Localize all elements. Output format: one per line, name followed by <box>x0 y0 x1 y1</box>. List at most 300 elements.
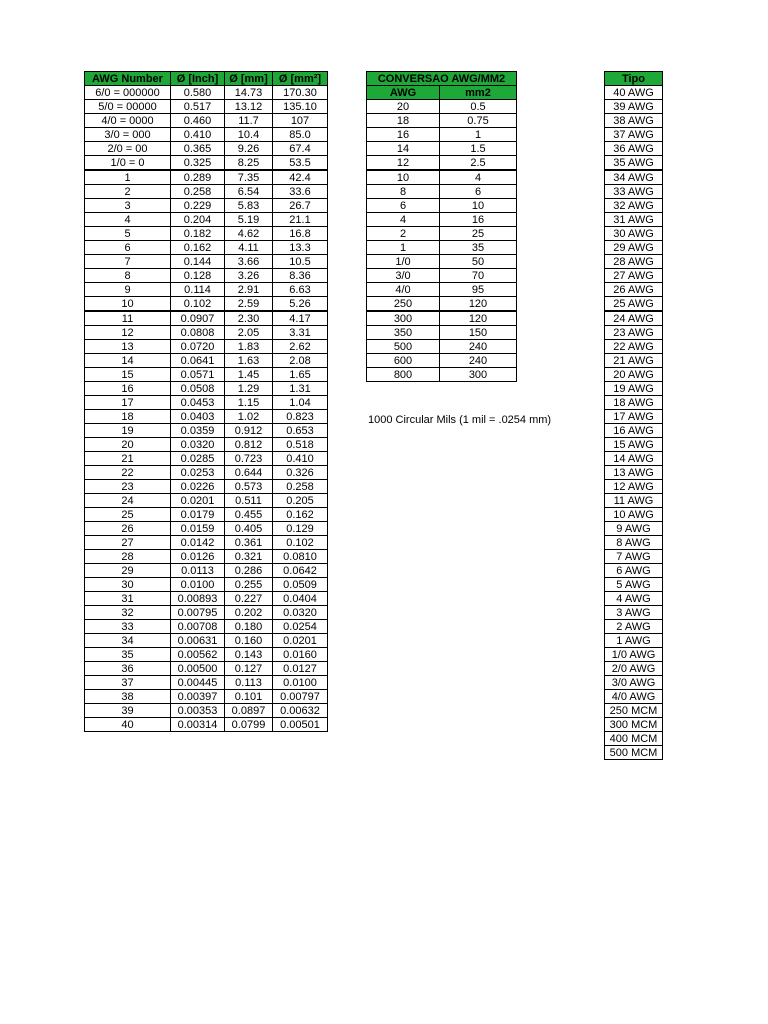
awg-table-cell: 0.325 <box>171 156 225 171</box>
awg-table-cell: 0.205 <box>273 494 328 508</box>
awg-table-cell: 0.365 <box>171 142 225 156</box>
awg-table-cell: 3 <box>85 199 171 213</box>
tipo-table-row <box>605 269 663 283</box>
awg-table-cell: 0.00795 <box>171 606 225 620</box>
awg-table-cell: 4/0 = 0000 <box>85 114 171 128</box>
awg-table-cell: 0.644 <box>225 466 273 480</box>
awg-table-cell: 1.65 <box>273 368 328 382</box>
tipo-table-cell: 36 AWG <box>605 142 663 156</box>
tipo-table-cell: 21 AWG <box>605 354 663 368</box>
awg-table-cell: 0.127 <box>225 662 273 676</box>
tipo-table-cell: 29 AWG <box>605 241 663 255</box>
awg-table-row <box>85 354 328 368</box>
tipo-table-cell: 250 MCM <box>605 704 663 718</box>
tipo-table-row <box>605 438 663 452</box>
awg-table-cell: 0.0403 <box>171 410 225 424</box>
conversion-table-row <box>367 340 517 354</box>
awg-table-cell: 7.35 <box>225 170 273 185</box>
conversion-table-cell: 1 <box>440 128 517 142</box>
awg-table-row <box>85 382 328 396</box>
awg-table-cell: 0.405 <box>225 522 273 536</box>
tipo-table-row <box>605 185 663 199</box>
awg-table-cell: 16 <box>85 382 171 396</box>
tipo-table-row <box>605 732 663 746</box>
awg-table-cell: 0.0201 <box>273 634 328 648</box>
tipo-table-row <box>605 648 663 662</box>
awg-table-cell: 30 <box>85 578 171 592</box>
awg-table-row <box>85 241 328 255</box>
tipo-table-row <box>605 564 663 578</box>
awg-table-cell: 23 <box>85 480 171 494</box>
awg-table-cell: 9 <box>85 283 171 297</box>
awg-header-awg-number: AWG Number <box>85 72 171 86</box>
awg-table-cell: 1.15 <box>225 396 273 410</box>
conversion-table-cell: 3/0 <box>367 269 440 283</box>
conversion-table-cell: 1 <box>367 241 440 255</box>
tipo-table-row <box>605 676 663 690</box>
awg-table-cell: 17 <box>85 396 171 410</box>
awg-table-cell: 29 <box>85 564 171 578</box>
awg-header-mm2: Ø [mm²] <box>273 72 328 86</box>
tipo-table-row <box>605 690 663 704</box>
awg-table-cell: 37 <box>85 676 171 690</box>
conversion-table-cell: 0.75 <box>440 114 517 128</box>
awg-table-cell: 135.10 <box>273 100 328 114</box>
tipo-table-cell: 28 AWG <box>605 255 663 269</box>
tipo-table-row <box>605 255 663 269</box>
awg-table-cell: 4.17 <box>273 311 328 326</box>
awg-table-cell: 16.8 <box>273 227 328 241</box>
tipo-table-row <box>605 662 663 676</box>
awg-table-cell: 6.54 <box>225 185 273 199</box>
tipo-table-row <box>605 522 663 536</box>
tipo-table-cell: 400 MCM <box>605 732 663 746</box>
awg-table-row <box>85 480 328 494</box>
conversion-table-cell: 600 <box>367 354 440 368</box>
awg-table-cell: 0.00445 <box>171 676 225 690</box>
awg-table-cell: 0.227 <box>225 592 273 606</box>
tipo-table-row <box>605 606 663 620</box>
awg-table-cell: 0.00500 <box>171 662 225 676</box>
conversion-table-cell: 120 <box>440 297 517 312</box>
awg-table-cell: 0.0253 <box>171 466 225 480</box>
awg-table-row <box>85 564 328 578</box>
awg-table-row <box>85 269 328 283</box>
awg-table-cell: 0.0285 <box>171 452 225 466</box>
awg-table-cell: 21 <box>85 452 171 466</box>
awg-table-cell: 5 <box>85 227 171 241</box>
tipo-table-row <box>605 142 663 156</box>
tipo-table-cell: 25 AWG <box>605 297 663 312</box>
awg-table-cell: 14.73 <box>225 86 273 100</box>
awg-table-row <box>85 297 328 312</box>
awg-table-row <box>85 662 328 676</box>
conversion-table-cell: 4/0 <box>367 283 440 297</box>
awg-table-cell: 14 <box>85 354 171 368</box>
conversion-table-cell: 16 <box>440 213 517 227</box>
conversion-header-row <box>367 86 517 100</box>
awg-table-cell: 0.129 <box>273 522 328 536</box>
conversion-table-cell: 10 <box>440 199 517 213</box>
awg-table-cell: 2/0 = 00 <box>85 142 171 156</box>
tipo-table-cell: 15 AWG <box>605 438 663 452</box>
awg-table-cell: 0.144 <box>171 255 225 269</box>
awg-table-cell: 28 <box>85 550 171 564</box>
awg-table-row <box>85 213 328 227</box>
awg-table-cell: 0.102 <box>171 297 225 312</box>
conversion-table-cell: 4 <box>440 170 517 185</box>
awg-table-cell: 0.128 <box>171 269 225 283</box>
conversion-table-cell: 16 <box>367 128 440 142</box>
awg-table-cell: 1.02 <box>225 410 273 424</box>
tipo-table-cell: 14 AWG <box>605 452 663 466</box>
awg-table-cell: 0.180 <box>225 620 273 634</box>
tipo-table-row <box>605 213 663 227</box>
conversion-table <box>366 71 517 382</box>
tipo-table-row <box>605 508 663 522</box>
awg-table-cell: 42.4 <box>273 170 328 185</box>
tipo-header: Tipo <box>605 72 663 86</box>
awg-table-cell: 0.289 <box>171 170 225 185</box>
awg-table-cell: 0.00501 <box>273 718 328 732</box>
conversion-table-cell: 500 <box>367 340 440 354</box>
circular-mils-note: 1000 Circular Mils (1 mil = .0254 mm) <box>368 414 552 426</box>
conversion-table-cell: 10 <box>367 170 440 185</box>
awg-table-cell: 0.229 <box>171 199 225 213</box>
tipo-table-cell: 4/0 AWG <box>605 690 663 704</box>
awg-table-cell: 1.31 <box>273 382 328 396</box>
tipo-table-row <box>605 382 663 396</box>
awg-table-cell: 21.1 <box>273 213 328 227</box>
conversion-table-cell: 8 <box>367 185 440 199</box>
tipo-table-row <box>605 494 663 508</box>
awg-table-cell: 11 <box>85 311 171 326</box>
tipo-table-row <box>605 592 663 606</box>
conversion-table-row <box>367 128 517 142</box>
awg-table-cell: 10.4 <box>225 128 273 142</box>
awg-table-cell: 39 <box>85 704 171 718</box>
awg-table-cell: 33.6 <box>273 185 328 199</box>
awg-table-cell: 0.912 <box>225 424 273 438</box>
awg-table-row <box>85 466 328 480</box>
awg-table-cell: 40 <box>85 718 171 732</box>
awg-table-cell: 0.258 <box>171 185 225 199</box>
awg-table-cell: 0.460 <box>171 114 225 128</box>
conversion-table-row <box>367 311 517 326</box>
awg-header-inch: Ø [Inch] <box>171 72 225 86</box>
awg-table-cell: 3.26 <box>225 269 273 283</box>
awg-table-cell: 0.101 <box>225 690 273 704</box>
awg-table-cell: 0.326 <box>273 466 328 480</box>
awg-table-cell: 0.0201 <box>171 494 225 508</box>
tipo-table-row <box>605 199 663 213</box>
awg-table-cell: 4.62 <box>225 227 273 241</box>
awg-table-cell: 13.3 <box>273 241 328 255</box>
awg-table-cell: 26.7 <box>273 199 328 213</box>
awg-table-cell: 0.182 <box>171 227 225 241</box>
awg-table-cell: 0.723 <box>225 452 273 466</box>
tipo-table-cell: 2/0 AWG <box>605 662 663 676</box>
awg-table-cell: 2 <box>85 185 171 199</box>
tipo-table-cell: 19 AWG <box>605 382 663 396</box>
awg-table-row <box>85 550 328 564</box>
conversion-table-row <box>367 114 517 128</box>
awg-table-cell: 0.202 <box>225 606 273 620</box>
awg-table-cell: 0.455 <box>225 508 273 522</box>
tipo-table-row <box>605 466 663 480</box>
awg-table-cell: 32 <box>85 606 171 620</box>
awg-table-cell: 8.36 <box>273 269 328 283</box>
tipo-table-cell: 31 AWG <box>605 213 663 227</box>
conversion-table-cell: 800 <box>367 368 440 382</box>
awg-table-cell: 6/0 = 000000 <box>85 86 171 100</box>
awg-table-cell: 15 <box>85 368 171 382</box>
awg-table-cell: 6.63 <box>273 283 328 297</box>
awg-table-row <box>85 396 328 410</box>
awg-table-cell: 20 <box>85 438 171 452</box>
awg-table-cell: 0.0907 <box>171 311 225 326</box>
tipo-table-cell: 22 AWG <box>605 340 663 354</box>
awg-table-cell: 1 <box>85 170 171 185</box>
awg-table-cell: 7 <box>85 255 171 269</box>
tipo-table-cell: 37 AWG <box>605 128 663 142</box>
awg-table-cell: 0.0142 <box>171 536 225 550</box>
awg-table-row <box>85 718 328 732</box>
tipo-table-cell: 17 AWG <box>605 410 663 424</box>
awg-table-cell: 18 <box>85 410 171 424</box>
awg-table-cell: 0.361 <box>225 536 273 550</box>
tipo-table-cell: 13 AWG <box>605 466 663 480</box>
awg-table <box>84 71 328 732</box>
awg-table-row <box>85 199 328 213</box>
awg-table-row <box>85 368 328 382</box>
tipo-table-row <box>605 283 663 297</box>
awg-table-cell: 107 <box>273 114 328 128</box>
awg-table-row <box>85 410 328 424</box>
tipo-table-cell: 9 AWG <box>605 522 663 536</box>
conversion-table-cell: 6 <box>367 199 440 213</box>
conversion-table-cell: 120 <box>440 311 517 326</box>
tipo-table-cell: 300 MCM <box>605 718 663 732</box>
awg-table-cell: 0.00353 <box>171 704 225 718</box>
awg-table-row <box>85 128 328 142</box>
tipo-table-row <box>605 452 663 466</box>
tipo-table-cell: 38 AWG <box>605 114 663 128</box>
tipo-table-cell: 7 AWG <box>605 550 663 564</box>
tipo-table-cell: 26 AWG <box>605 283 663 297</box>
conversion-table-row <box>367 185 517 199</box>
awg-table-cell: 1.63 <box>225 354 273 368</box>
awg-table-cell: 0.00708 <box>171 620 225 634</box>
awg-table-row <box>85 340 328 354</box>
awg-table-row <box>85 311 328 326</box>
tipo-table-row <box>605 354 663 368</box>
conversion-table-cell: 12 <box>367 156 440 171</box>
awg-table-cell: 0.410 <box>171 128 225 142</box>
awg-table-cell: 1.29 <box>225 382 273 396</box>
awg-table-cell: 0.255 <box>225 578 273 592</box>
tipo-table-row <box>605 634 663 648</box>
tipo-table-cell: 8 AWG <box>605 536 663 550</box>
awg-table-cell: 3.66 <box>225 255 273 269</box>
tipo-table-row <box>605 368 663 382</box>
awg-table-cell: 0.511 <box>225 494 273 508</box>
awg-table-cell: 1.04 <box>273 396 328 410</box>
awg-table-row <box>85 704 328 718</box>
awg-table-cell: 8 <box>85 269 171 283</box>
awg-table-cell: 2.62 <box>273 340 328 354</box>
tipo-table-cell: 500 MCM <box>605 746 663 760</box>
tipo-table-cell: 23 AWG <box>605 326 663 340</box>
conversion-table-cell: 2.5 <box>440 156 517 171</box>
awg-table-cell: 0.0226 <box>171 480 225 494</box>
tipo-table-row <box>605 424 663 438</box>
awg-table-cell: 0.0509 <box>273 578 328 592</box>
tipo-table-row <box>605 297 663 312</box>
tipo-table-row <box>605 340 663 354</box>
tipo-table-cell: 3 AWG <box>605 606 663 620</box>
awg-table-cell: 0.321 <box>225 550 273 564</box>
awg-table-cell: 1.83 <box>225 340 273 354</box>
tipo-table-row <box>605 156 663 171</box>
awg-table-cell: 0.0254 <box>273 620 328 634</box>
awg-table-cell: 0.00632 <box>273 704 328 718</box>
awg-table-cell: 0.653 <box>273 424 328 438</box>
awg-table-cell: 0.00397 <box>171 690 225 704</box>
conversion-table-row <box>367 283 517 297</box>
awg-table-row <box>85 648 328 662</box>
tipo-table-cell: 30 AWG <box>605 227 663 241</box>
awg-table-row <box>85 326 328 340</box>
awg-table-cell: 0.0508 <box>171 382 225 396</box>
awg-table-cell: 0.812 <box>225 438 273 452</box>
conversion-table-cell: 14 <box>367 142 440 156</box>
conversion-table-row <box>367 368 517 382</box>
awg-table-cell: 0.0359 <box>171 424 225 438</box>
awg-table-cell: 3/0 = 000 <box>85 128 171 142</box>
conversion-table-cell: 35 <box>440 241 517 255</box>
tipo-table-row <box>605 227 663 241</box>
awg-table-cell: 0.0810 <box>273 550 328 564</box>
tipo-table-cell: 11 AWG <box>605 494 663 508</box>
awg-table-cell: 170.30 <box>273 86 328 100</box>
conversion-table-cell: 20 <box>367 100 440 114</box>
awg-table-row <box>85 494 328 508</box>
awg-table-cell: 0.0897 <box>225 704 273 718</box>
tipo-table-row <box>605 128 663 142</box>
tipo-table-cell: 18 AWG <box>605 396 663 410</box>
awg-table-cell: 0.580 <box>171 86 225 100</box>
awg-table-row <box>85 536 328 550</box>
tipo-table-row <box>605 326 663 340</box>
awg-table-cell: 0.823 <box>273 410 328 424</box>
awg-table-row <box>85 452 328 466</box>
awg-table-cell: 8.25 <box>225 156 273 171</box>
tipo-table <box>604 71 663 760</box>
awg-table-cell: 0.258 <box>273 480 328 494</box>
awg-header-row <box>85 72 328 86</box>
tipo-table-row <box>605 311 663 326</box>
conversion-table-cell: 0.5 <box>440 100 517 114</box>
awg-table-cell: 0.0179 <box>171 508 225 522</box>
conversion-table-row <box>367 269 517 283</box>
tipo-table-cell: 16 AWG <box>605 424 663 438</box>
tipo-table-cell: 40 AWG <box>605 86 663 100</box>
awg-table-cell: 0.0404 <box>273 592 328 606</box>
awg-table-cell: 4 <box>85 213 171 227</box>
conversion-table-cell: 300 <box>440 368 517 382</box>
tipo-table-cell: 1 AWG <box>605 634 663 648</box>
awg-table-cell: 0.00562 <box>171 648 225 662</box>
tipo-table-row <box>605 241 663 255</box>
awg-table-cell: 0.102 <box>273 536 328 550</box>
awg-table-cell: 0.0100 <box>171 578 225 592</box>
conversion-table-cell: 25 <box>440 227 517 241</box>
conversion-table-cell: 300 <box>367 311 440 326</box>
awg-table-cell: 2.59 <box>225 297 273 312</box>
conversion-table-cell: 6 <box>440 185 517 199</box>
awg-table-row <box>85 283 328 297</box>
awg-table-cell: 0.00893 <box>171 592 225 606</box>
awg-table-cell: 0.0720 <box>171 340 225 354</box>
conversion-table-row <box>367 326 517 340</box>
awg-table-cell: 67.4 <box>273 142 328 156</box>
conversion-title-row <box>367 72 517 86</box>
awg-table-row <box>85 255 328 269</box>
awg-table-cell: 0.517 <box>171 100 225 114</box>
conversion-table-cell: 240 <box>440 340 517 354</box>
awg-table-row <box>85 578 328 592</box>
awg-table-cell: 10 <box>85 297 171 312</box>
awg-header-mm: Ø [mm] <box>225 72 273 86</box>
awg-table-cell: 2.30 <box>225 311 273 326</box>
awg-table-row <box>85 592 328 606</box>
awg-table-cell: 22 <box>85 466 171 480</box>
awg-table-cell: 0.160 <box>225 634 273 648</box>
awg-table-cell: 0.518 <box>273 438 328 452</box>
awg-table-cell: 35 <box>85 648 171 662</box>
awg-table-cell: 11.7 <box>225 114 273 128</box>
awg-table-cell: 25 <box>85 508 171 522</box>
awg-table-row <box>85 676 328 690</box>
awg-table-cell: 0.286 <box>225 564 273 578</box>
awg-table-cell: 2.08 <box>273 354 328 368</box>
awg-table-cell: 0.162 <box>171 241 225 255</box>
tipo-table-row <box>605 114 663 128</box>
conversion-table-row <box>367 297 517 312</box>
tipo-table-row <box>605 100 663 114</box>
tipo-table-row <box>605 86 663 100</box>
awg-table-cell: 53.5 <box>273 156 328 171</box>
conversion-table-row <box>367 142 517 156</box>
awg-table-cell: 19 <box>85 424 171 438</box>
awg-table-row <box>85 690 328 704</box>
tipo-table-cell: 39 AWG <box>605 100 663 114</box>
conversion-title: CONVERSAO AWG/MM2 <box>367 72 517 86</box>
tipo-table-row <box>605 620 663 634</box>
tipo-table-cell: 2 AWG <box>605 620 663 634</box>
awg-table-cell: 24 <box>85 494 171 508</box>
tipo-table-row <box>605 536 663 550</box>
conversion-table-cell: 2 <box>367 227 440 241</box>
awg-table-cell: 1.45 <box>225 368 273 382</box>
awg-table-cell: 2.05 <box>225 326 273 340</box>
awg-table-cell: 0.410 <box>273 452 328 466</box>
awg-table-cell: 4.11 <box>225 241 273 255</box>
tipo-table-cell: 10 AWG <box>605 508 663 522</box>
awg-table-cell: 0.0808 <box>171 326 225 340</box>
conversion-table-cell: 70 <box>440 269 517 283</box>
